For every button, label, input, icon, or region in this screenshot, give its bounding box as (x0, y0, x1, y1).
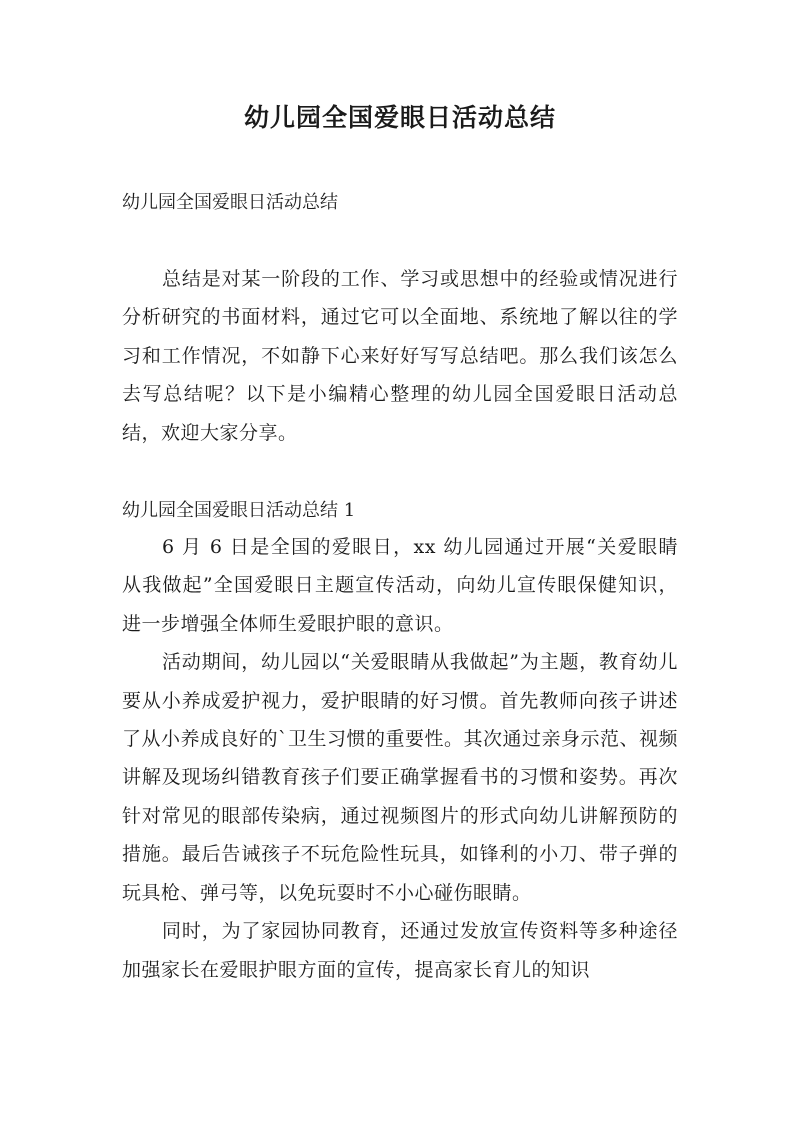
section-heading: 幼儿园全国爱眼日活动总结 1 (122, 500, 356, 522)
document-title: 幼儿园全国爱眼日活动总结 (243, 103, 556, 132)
body-paragraph: 同时，为了家园协同教育，还通过发放宣传资料等多种途径加强家长在爱眼护眼方面的宣传，提高家长育儿的知识 (122, 920, 678, 981)
body-paragraph: 6 月 6 日是全国的爱眼日，xx 幼儿园通过开展“关爱眼睛 从我做起”全国爱眼日主题宣传活动，向幼儿宣传眼保健知识，进一步增强全体师生爱眼护眼的意识。 (122, 536, 678, 635)
intro-paragraph: 总结是对某一阶段的工作、学习或思想中的经验或情况进行分析研究的书面材料，通过它可以全面地、系统地了解以往的学习和工作情况，不如静下心来好好写写总结吧。那么我们该怎么去写总结呢？以下是小编精心整理的幼儿园全国爱眼日活动总结，欢迎大家分享。 (122, 268, 678, 444)
document-subtitle: 幼儿园全国爱眼日活动总结 (122, 192, 338, 213)
document-body (122, 186, 678, 989)
body-paragraph: 活动期间，幼儿园以“关爱眼睛从我做起”为主题，教育幼儿要从小养成爱护视力，爱护眼睛的好习惯。首先教师向孩子讲述了从小养成良好的`卫生习惯的重要性。其次通过亲身示范、视频讲解及现场纠错教育孩子们要正确掌握看书的习惯和姿势。再次针对常见的眼部传染病，通过视频图片的形式向幼儿讲解预防的措施。最后告诫孩子不玩危险性玩具，如锋利的小刀、带子弹的玩具枪、弹弓等，以免玩耍时不小心碰伤眼睛。 (122, 651, 679, 904)
